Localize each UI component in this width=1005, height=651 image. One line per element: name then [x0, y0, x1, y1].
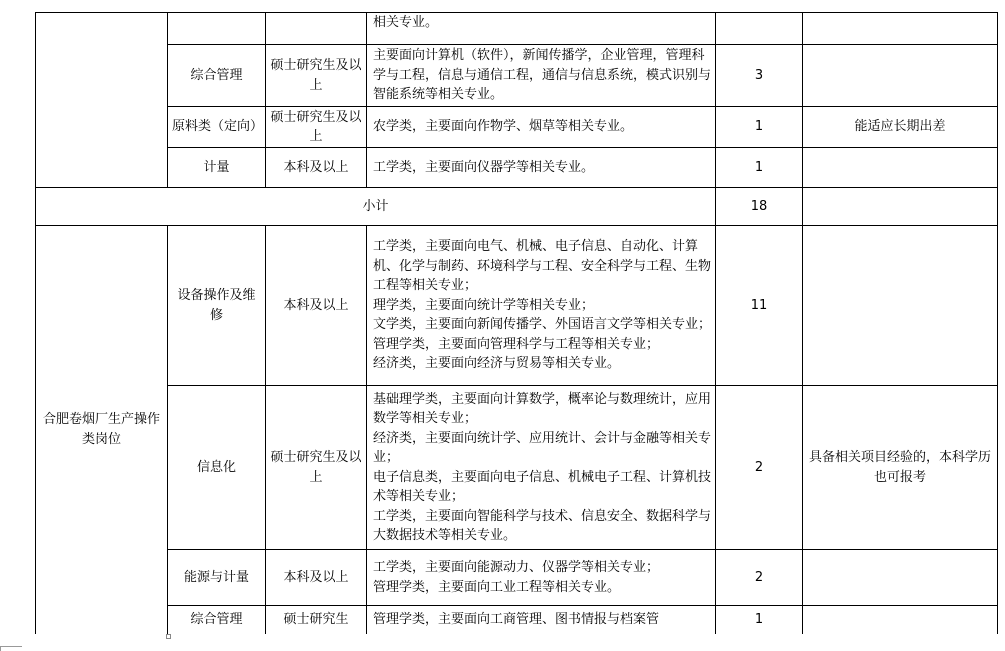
requirement-cell: 工学类，主要面向仪器学等相关专业。: [367, 148, 716, 188]
remark-cell: [803, 226, 998, 386]
remark-cell: [803, 606, 998, 634]
count-cell: 11: [716, 226, 803, 386]
education-cell: 硕士研究生及以上: [266, 107, 367, 148]
education-cell: 硕士研究生及以上: [266, 45, 367, 107]
table-row: [36, 606, 998, 634]
requirement-cell: 工学类，主要面向能源动力、仪器学等相关专业； 管理学类，主要面向工业工程等相关专业。: [367, 550, 716, 606]
position-cell: 计量: [168, 148, 266, 188]
subtotal-row: [36, 188, 998, 226]
count-cell: 3: [716, 45, 803, 107]
education-cell: [266, 13, 367, 45]
table-row: [36, 13, 998, 45]
table-move-handle[interactable]: [166, 634, 171, 639]
remark-cell: [803, 148, 998, 188]
remark-cell: [803, 13, 998, 45]
requirement-cell: 管理学类，主要面向工商管理、图书情报与档案管: [367, 606, 716, 634]
count-cell: 1: [716, 148, 803, 188]
remark-cell: [803, 188, 998, 226]
education-cell: 本科及以上: [266, 226, 367, 386]
recruitment-table: [35, 12, 998, 634]
table-row: [36, 386, 998, 550]
position-cell: [168, 13, 266, 45]
subtotal-count: 18: [716, 188, 803, 226]
unit-cell: 合肥卷烟厂生产操作类岗位: [36, 226, 168, 634]
table-row: [36, 107, 998, 148]
education-cell: 本科及以上: [266, 550, 367, 606]
education-cell: 硕士研究生及以上: [266, 386, 367, 550]
count-cell: 1: [716, 107, 803, 148]
requirement-cell: 农学类，主要面向作物学、烟草等相关专业。: [367, 107, 716, 148]
position-cell: 综合管理: [168, 45, 266, 107]
position-cell: 信息化: [168, 386, 266, 550]
page-corner-mark: [0, 646, 1, 651]
position-cell: 综合管理: [168, 606, 266, 634]
count-cell: [716, 13, 803, 45]
remark-cell: [803, 550, 998, 606]
table-row: [36, 226, 998, 386]
remark-cell: 具备相关项目经验的，本科学历也可报考: [803, 386, 998, 550]
position-cell: 设备操作及维修: [168, 226, 266, 386]
page-corner-mark: [0, 646, 22, 647]
remark-cell: 能适应长期出差: [803, 107, 998, 148]
count-cell: 1: [716, 606, 803, 634]
position-cell: 原料类（定向）: [168, 107, 266, 148]
requirement-cell: 主要面向计算机（软件），新闻传播学，企业管理，管理科学与工程，信息与通信工程，通信与信息系统，模式识别与智能系统等相关专业。: [367, 45, 716, 107]
count-cell: 2: [716, 550, 803, 606]
requirement-cell: 相关专业。: [367, 13, 716, 45]
requirement-cell: 基础理学类，主要面向计算数学，概率论与数理统计，应用数学等相关专业； 经济类，主要面向统计学、应用统计、会计与金融等相关专业； 电子信息类，主要面向电子信息、机械电子工程、计算机技术等相关专业； 工学类，主要面向智能科学与技术、信息安全、数据科学与大数据技术等相关专业。: [367, 386, 716, 550]
education-cell: 硕士研究生: [266, 606, 367, 634]
count-cell: 2: [716, 386, 803, 550]
education-cell: 本科及以上: [266, 148, 367, 188]
unit-cell: [36, 13, 168, 188]
subtotal-label: 小计: [36, 188, 716, 226]
table-row: [36, 550, 998, 606]
table-row: [36, 45, 998, 107]
position-cell: 能源与计量: [168, 550, 266, 606]
requirement-cell: 工学类，主要面向电气、机械、电子信息、自动化、计算机、化学与制药、环境科学与工程、安全科学与工程、生物工程等相关专业； 理学类，主要面向统计学等相关专业； 文学类，主要面向新闻传播学、外国语言文学等相关专业； 管理学类，主要面向管理科学与工程等相关专业； 经济类，主要面向经济与贸易等相关专业。: [367, 226, 716, 386]
table-row: [36, 148, 998, 188]
remark-cell: [803, 45, 998, 107]
